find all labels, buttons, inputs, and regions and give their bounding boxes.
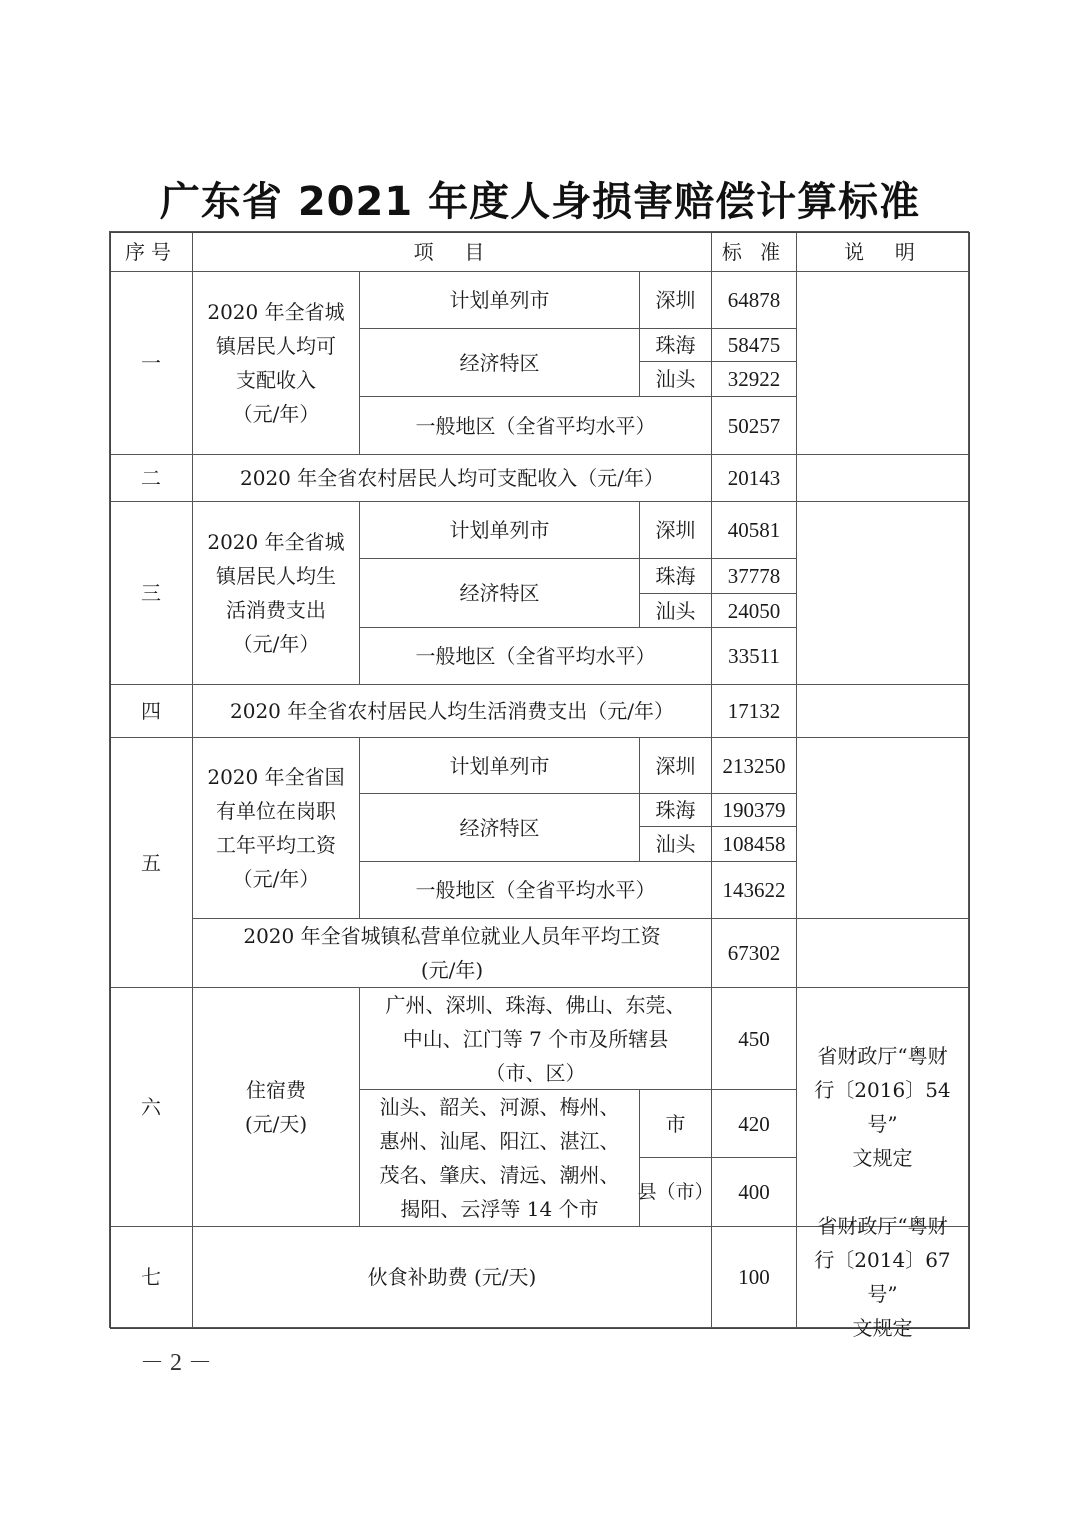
city-cell: 珠海	[639, 328, 712, 362]
document-title: 广东省 2021 年度人身损害赔偿计算标准	[159, 179, 921, 225]
value-cell: 58475	[711, 328, 797, 362]
section-label: 伙食补助费 (元/天)	[192, 1226, 712, 1328]
area-line: 揭阳、云浮等 14 个市	[400, 1197, 599, 1221]
area-line: （市、区）	[485, 1060, 586, 1085]
label-line: 有单位在岗职	[216, 799, 336, 823]
section-seq: 七	[109, 1226, 193, 1328]
section-label: 2020 年全省农村居民人均生活消费支出（元/年）	[192, 684, 712, 738]
note-line: 文规定	[852, 1316, 913, 1340]
note-cell	[796, 737, 969, 919]
city-cell: 汕头	[639, 361, 712, 397]
area-line: 茂名、肇庆、清远、潮州、	[379, 1163, 620, 1187]
category-cell: 计划单列市	[359, 271, 640, 329]
city-cell: 珠海	[639, 558, 712, 594]
note-line: 行〔2016〕54 号”	[814, 1078, 951, 1136]
header-seq: 序号	[109, 231, 193, 272]
note-cell	[796, 501, 969, 685]
header-note: 说 明	[796, 231, 969, 272]
area-line: 中山、江门等 7 个市及所辖县	[402, 1026, 669, 1051]
area-line: 广州、深圳、珠海、佛山、东莞、	[385, 992, 686, 1017]
section-label	[192, 271, 360, 455]
section-label	[192, 737, 360, 919]
label-line: 镇居民人均生	[216, 564, 336, 588]
value-cell: 100	[711, 1226, 797, 1328]
label-line: 2020 年全省城	[207, 530, 345, 554]
label-line: 镇居民人均可	[216, 334, 336, 358]
city-cell: 汕头	[639, 593, 712, 628]
section-label	[192, 501, 360, 685]
label-line: 2020 年全省城	[207, 300, 345, 324]
label-line: （元/年）	[232, 867, 320, 891]
category-cell: 经济特区	[359, 328, 640, 397]
header-standard: 标 准	[711, 231, 797, 272]
value-cell: 67302	[711, 918, 797, 988]
value-cell: 32922	[711, 361, 797, 397]
section-seq: 一	[109, 271, 193, 455]
value-cell: 17132	[711, 684, 797, 738]
section-seq: 五	[109, 737, 193, 988]
area-line: 汕头、韶关、河源、梅州、	[379, 1095, 620, 1119]
label-line: (元/天)	[244, 1112, 308, 1136]
note-line: 省财政厅“粤财	[817, 1214, 948, 1238]
section-label	[192, 987, 360, 1227]
section-seq: 三	[109, 501, 193, 685]
category-cell: 经济特区	[359, 558, 640, 628]
section-seq: 二	[109, 454, 193, 502]
label-line: 2020 年全省国	[207, 765, 345, 789]
city-cell: 深圳	[639, 501, 712, 559]
value-cell: 24050	[711, 593, 797, 628]
value-cell: 64878	[711, 271, 797, 329]
category-cell: 计划单列市	[359, 737, 640, 794]
value-cell: 40581	[711, 501, 797, 559]
value-cell: 33511	[711, 627, 797, 685]
section-seq: 四	[109, 684, 193, 738]
value-cell: 50257	[711, 396, 797, 455]
note-cell	[796, 271, 969, 455]
note-cell	[796, 918, 969, 988]
value-cell: 143622	[711, 861, 797, 919]
note-line: 行〔2014〕67 号”	[814, 1248, 951, 1306]
category-cell: 一般地区（全省平均水平）	[359, 627, 712, 685]
city-cell: 汕头	[639, 826, 712, 862]
category-cell: 一般地区（全省平均水平）	[359, 861, 712, 919]
note-cell	[796, 1214, 969, 1340]
label-line: 2020 年全省城镇私营单位就业人员年平均工资	[243, 924, 661, 948]
value-cell: 213250	[711, 737, 797, 794]
note-cell	[796, 684, 969, 738]
value-cell: 20143	[711, 454, 797, 502]
section-seq: 六	[109, 987, 193, 1227]
section-label: 2020 年全省农村居民人均可支配收入（元/年）	[192, 454, 712, 502]
value-cell: 108458	[711, 826, 797, 862]
level-cell: 县（市）	[639, 1157, 712, 1227]
note-cell	[796, 454, 969, 502]
label-line: 住宿费	[246, 1078, 306, 1102]
value-cell: 420	[711, 1089, 797, 1158]
city-cell: 深圳	[639, 271, 712, 329]
city-cell: 深圳	[639, 737, 712, 794]
label-line: 工年平均工资	[216, 833, 336, 857]
category-cell: 计划单列市	[359, 501, 640, 559]
value-cell: 37778	[711, 558, 797, 594]
value-cell: 190379	[711, 793, 797, 827]
note-line: 文规定	[852, 1146, 913, 1170]
note-cell	[796, 987, 969, 1227]
value-cell: 450	[711, 987, 797, 1090]
label-line: (元/年)	[420, 958, 484, 982]
note-line: 省财政厅“粤财	[817, 1044, 948, 1068]
label-line: 活消费支出	[226, 598, 326, 622]
private-wage-label	[192, 918, 712, 988]
city-cell: 珠海	[639, 793, 712, 827]
level-cell: 市	[639, 1089, 712, 1158]
label-line: 支配收入	[236, 368, 316, 392]
label-line: （元/年）	[232, 632, 320, 656]
page-number: － 2 －	[140, 1350, 212, 1376]
area-line: 惠州、汕尾、阳江、湛江、	[379, 1129, 620, 1153]
category-cell: 一般地区（全省平均水平）	[359, 396, 712, 455]
label-line: （元/年）	[232, 402, 320, 426]
header-item: 项 目	[192, 231, 712, 272]
area-cell	[359, 987, 712, 1090]
area-cell	[359, 1089, 640, 1227]
category-cell: 经济特区	[359, 793, 640, 862]
value-cell: 400	[711, 1157, 797, 1227]
